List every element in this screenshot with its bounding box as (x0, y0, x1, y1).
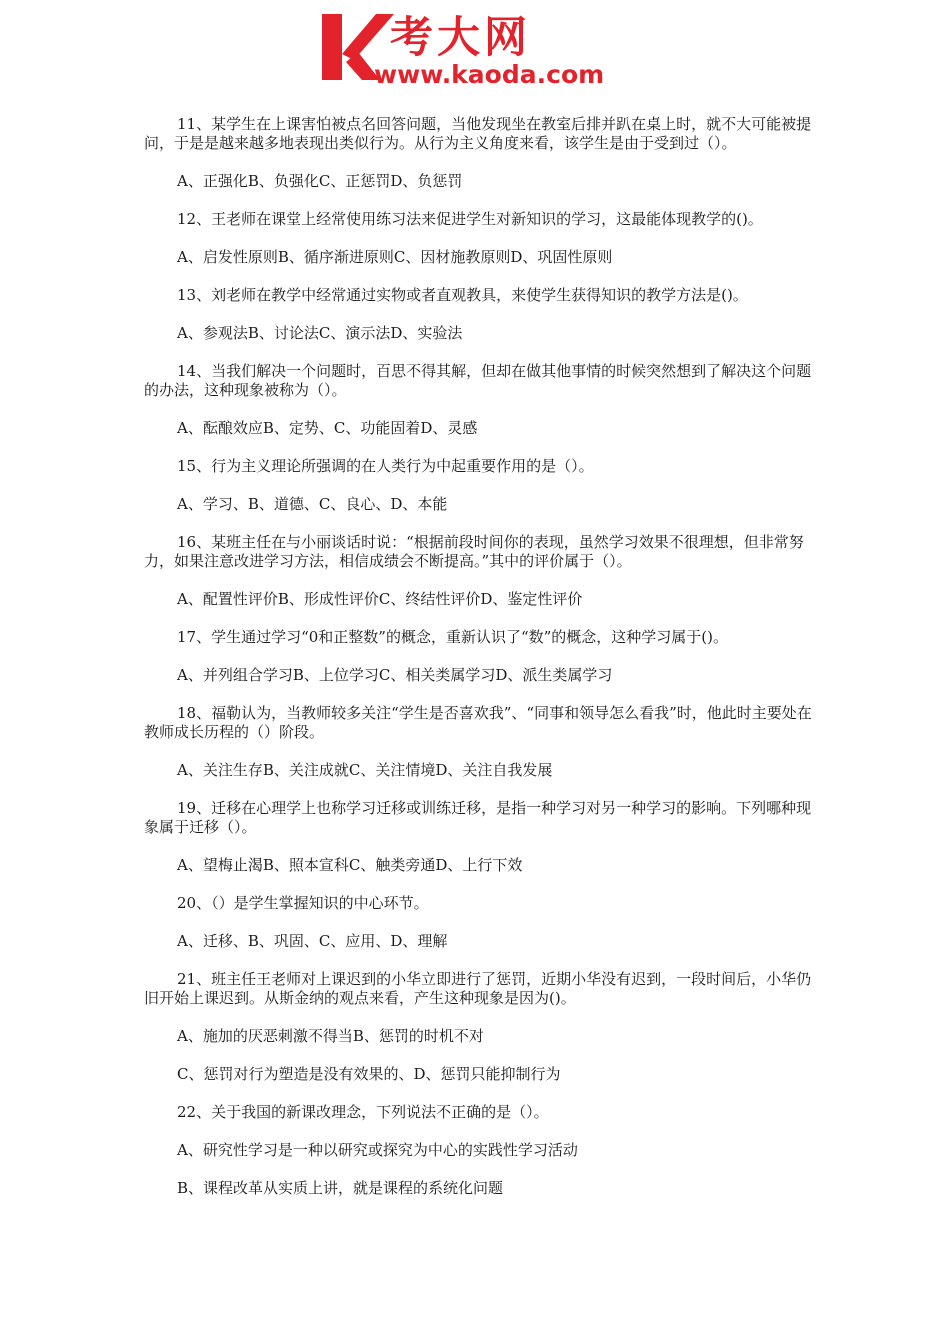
question-19: 19、迁移在心理学上也称学习迁移或训练迁移，是指一种学习对另一种学习的影响。下列哪种现象属于迁移（）。 (144, 799, 812, 836)
options-17: A、并列组合学习B、上位学习C、相关类属学习D、派生类属学习 (177, 666, 613, 684)
question-15: 15、行为主义理论所强调的在人类行为中起重要作用的是（）。 (177, 457, 594, 475)
options-12: A、启发性原则B、循序渐进原则C、因材施教原则D、巩固性原则 (177, 248, 613, 266)
options-11: A、正强化B、负强化C、正惩罚D、负惩罚 (177, 172, 463, 190)
document-body (144, 115, 812, 1217)
question-18: 18、福勒认为，当教师较多关注“学生是否喜欢我”、“同事和领导怎么看我”时，他此时主要处在教师成长历程的（）阶段。 (144, 704, 812, 741)
logo-chinese-text: 考大网 (390, 13, 531, 63)
options-15: A、学习、B、道德、C、良心、D、本能 (177, 495, 448, 513)
options-16: A、配置性评价B、形成性评价C、终结性评价D、鉴定性评价 (177, 590, 583, 608)
question-17: 17、学生通过学习“0和正整数”的概念，重新认识了“数”的概念，这种学习属于()。 (177, 628, 729, 646)
options-18: A、关注生存B、关注成就C、关注情境D、关注自我发展 (177, 761, 553, 779)
question-22: 22、关于我国的新课改理念，下列说法不正确的是（）。 (177, 1103, 549, 1121)
options-21-cd: C、惩罚对行为塑造是没有效果的、D、惩罚只能抑制行为 (177, 1065, 561, 1083)
options-13: A、参观法B、讨论法C、演示法D、实验法 (177, 324, 463, 342)
options-20: A、迁移、B、巩固、C、应用、D、理解 (177, 932, 448, 950)
options-22-b: B、课程改革从实质上讲，就是课程的系统化问题 (177, 1179, 504, 1197)
question-21: 21、班主任王老师对上课迟到的小华立即进行了惩罚，近期小华没有迟到，一段时间后，小华仍旧开始上课迟到。从斯金纳的观点来看，产生这种现象是因为()。 (144, 970, 812, 1007)
site-header (318, 10, 648, 92)
options-22-a: A、研究性学习是一种以研究或探究为中心的实践性学习活动 (177, 1141, 578, 1159)
logo-url-text: www.kaoda.com (374, 60, 605, 89)
question-16: 16、某班主任在与小丽谈话时说：“根据前段时间你的表现，虽然学习效果不很理想，但非常努力，如果注意改进学习方法，相信成绩会不断提高。”其中的评价属于（）。 (144, 533, 804, 570)
question-20: 20、（）是学生掌握知识的中心环节。 (177, 894, 429, 912)
options-19: A、望梅止渴B、照本宣科C、触类旁通D、上行下效 (177, 856, 523, 874)
options-21-ab: A、施加的厌恶刺激不得当B、惩罚的时机不对 (177, 1027, 484, 1045)
question-13: 13、刘老师在教学中经常通过实物或者直观教具，来使学生获得知识的教学方法是()。 (177, 286, 748, 304)
question-14: 14、当我们解决一个问题时，百思不得其解，但却在做其他事情的时候突然想到了解决这个问题的办法，这种现象被称为（）。 (144, 362, 812, 399)
options-14: A、酝酿效应B、定势、C、功能固着D、灵感 (177, 419, 478, 437)
question-11: 11、某学生在上课害怕被点名回答问题，当他发现坐在教室后排并趴在桌上时，就不大可能被提问，于是是越来越多地表现出类似行为。从行为主义角度来看，该学生是由于受到过（）。 (144, 115, 812, 152)
question-12: 12、王老师在课堂上经常使用练习法来促进学生对新知识的学习，这最能体现教学的()。 (177, 210, 763, 228)
